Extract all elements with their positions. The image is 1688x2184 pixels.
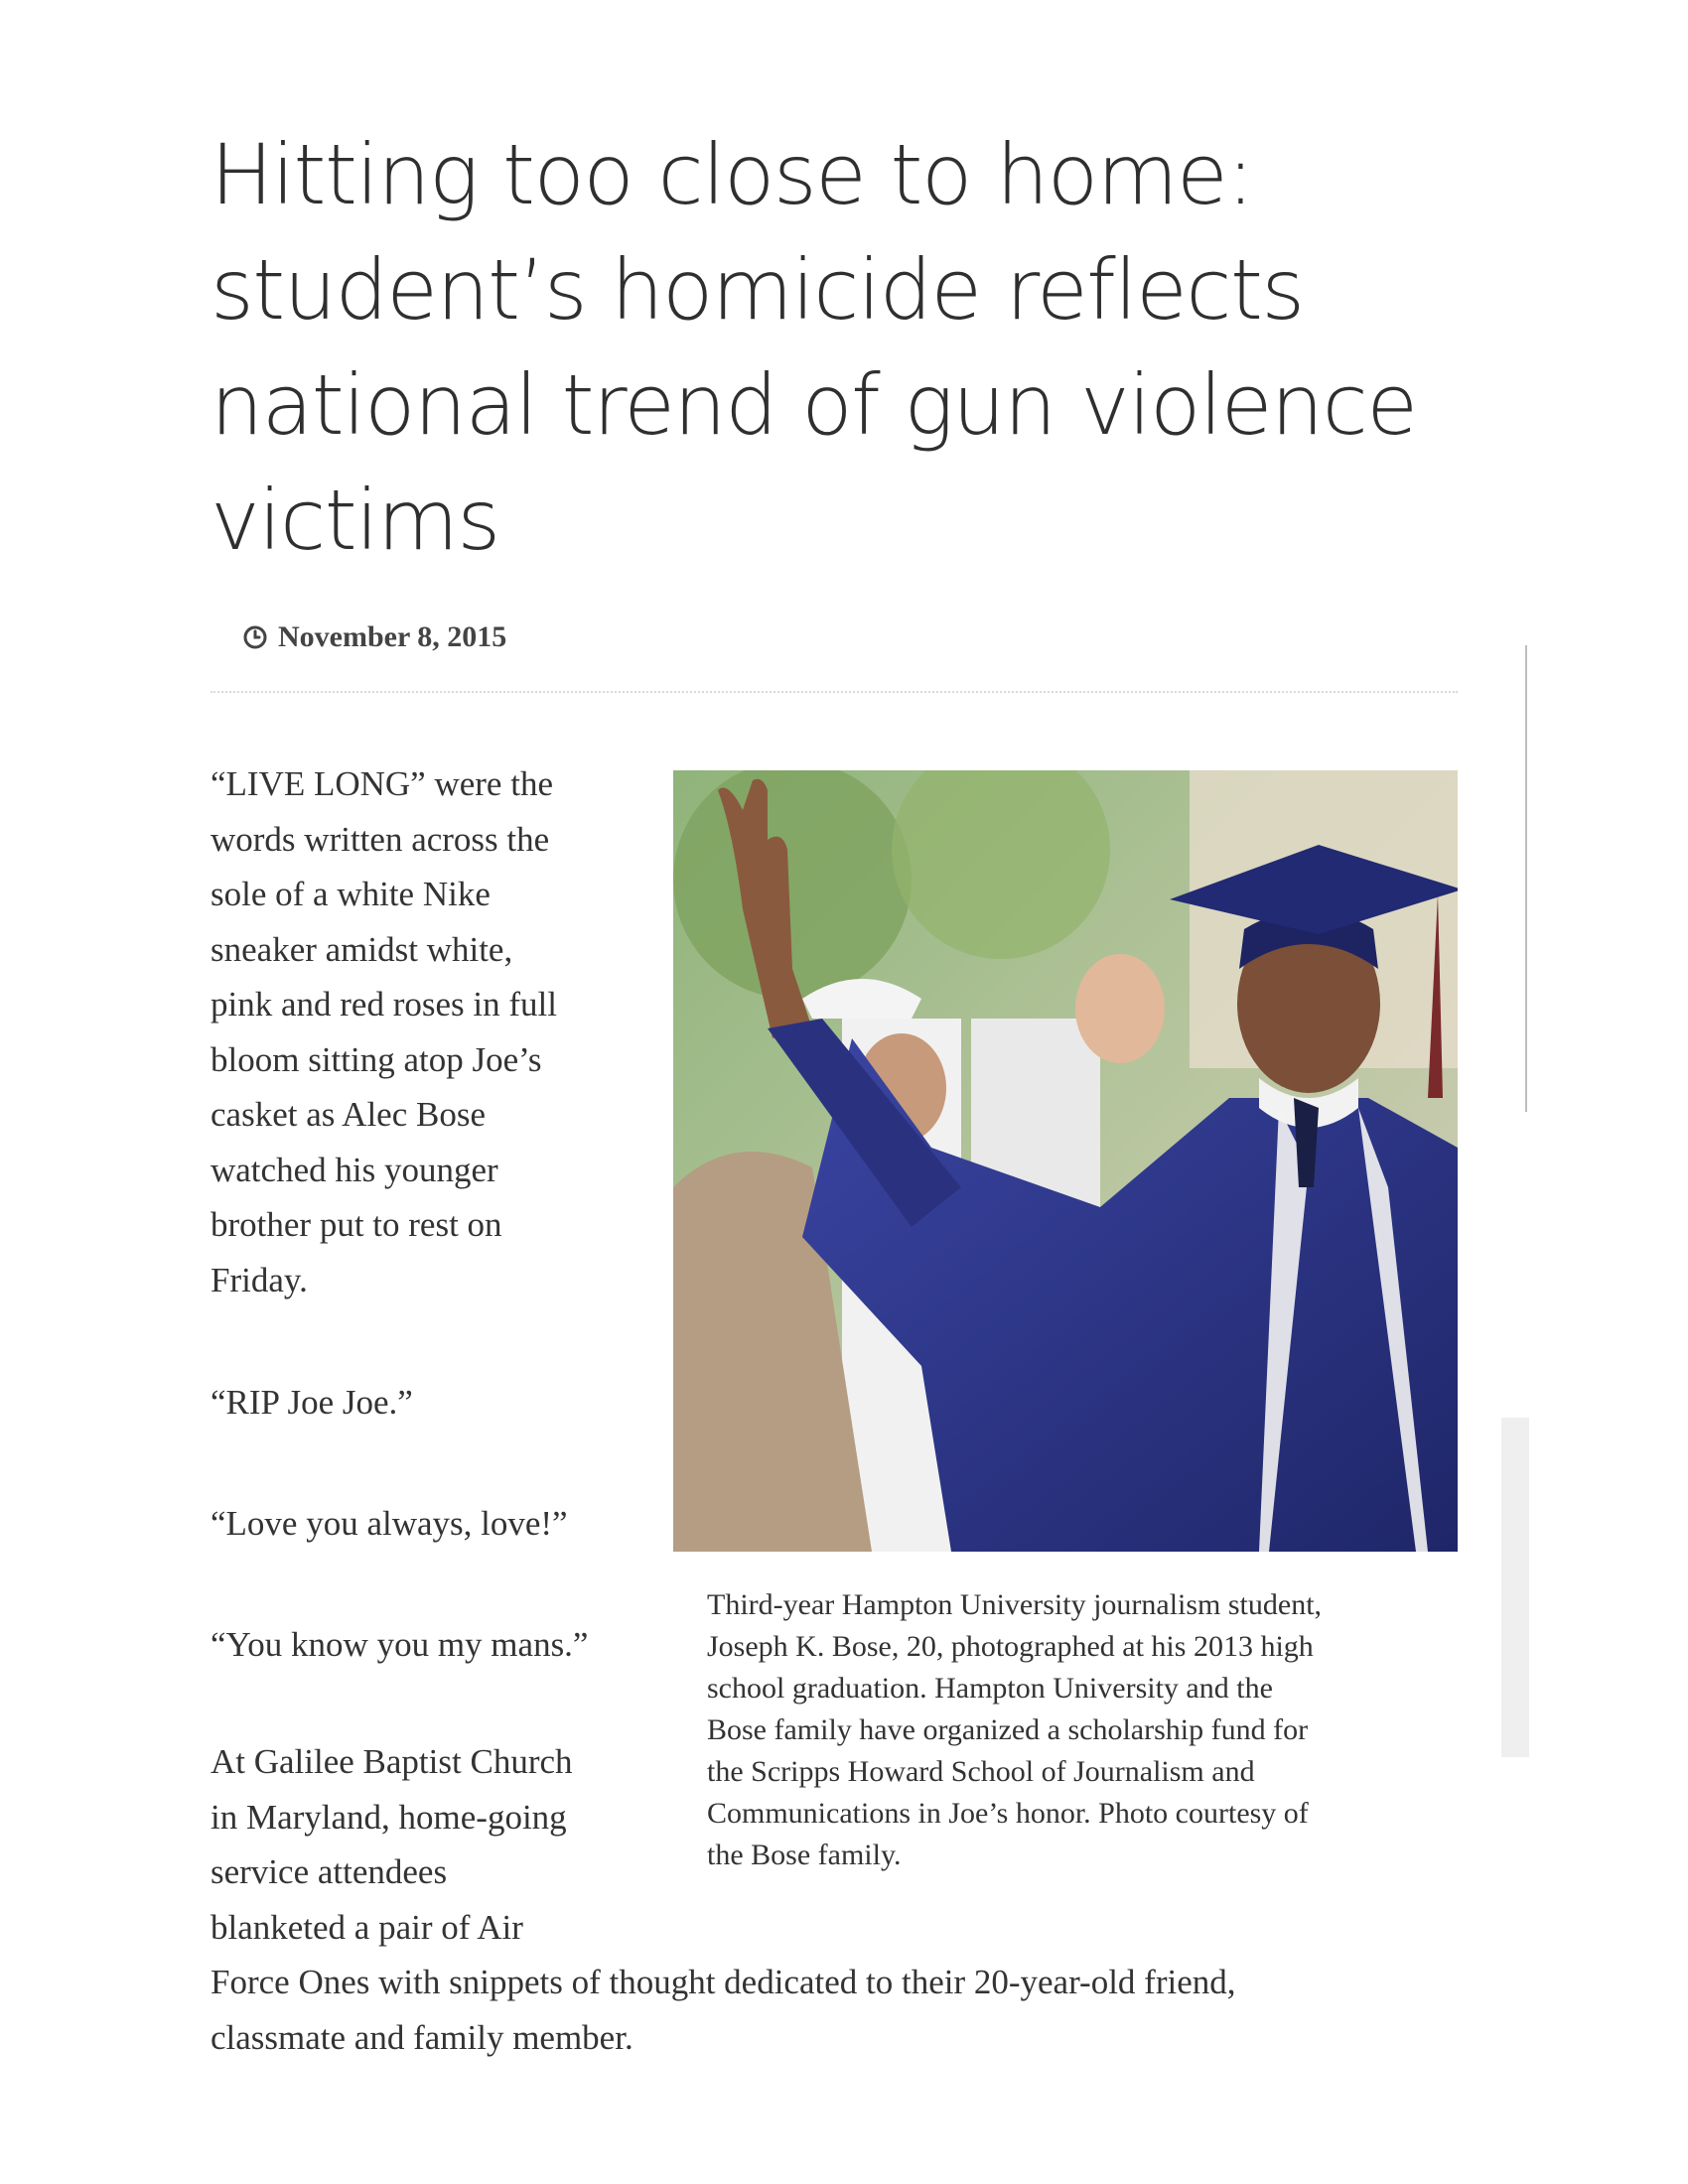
photo-caption	[707, 1584, 1462, 1876]
paragraph-line: casket as Alec Bose	[211, 1095, 486, 1134]
article-title	[211, 117, 1501, 578]
caption-line: school graduation. Hampton University and the	[707, 1672, 1273, 1705]
graduation-photo	[673, 770, 1458, 1552]
paragraph-intro	[211, 756, 557, 1307]
caption-line: the Scripps Howard School of Journalism and	[707, 1755, 1255, 1788]
paragraph-line: bloom sitting atop Joe’s	[211, 1039, 542, 1079]
title-line: Hitting too close to home:	[211, 126, 1254, 223]
caption-line: Bose family have organized a scholarship fund for	[707, 1713, 1309, 1746]
paragraph-line: sole of a white Nike	[211, 875, 491, 913]
paragraph-line: watched his younger	[211, 1150, 498, 1189]
paragraph-line: words written across the	[211, 819, 550, 859]
article-meta	[242, 617, 506, 657]
caption-line: Communications in Joe’s honor. Photo courtesy of	[707, 1797, 1309, 1830]
title-line: student’s homicide reflects	[211, 241, 1304, 339]
paragraph-line: in Maryland, home-going	[211, 1797, 567, 1837]
sidebar-edge	[1525, 645, 1527, 1112]
paragraph-quote: “RIP Joe Joe.”	[211, 1383, 413, 1422]
paragraph-line: sneaker amidst white,	[211, 929, 513, 969]
sidebar-panel	[1501, 1418, 1529, 1757]
meta-divider	[211, 691, 1458, 693]
paragraph-line: classmate and family member.	[211, 2017, 633, 2057]
paragraph-line: “LIVE LONG” were the	[211, 764, 553, 803]
paragraph-line: pink and red roses in full	[211, 985, 557, 1024]
caption-line: Third-year Hampton University journalism student,	[707, 1588, 1323, 1621]
paragraph-quote: “Love you always, love!”	[211, 1504, 568, 1543]
paragraph-line: blanketed a pair of Air	[211, 1907, 523, 1947]
caption-line: Joseph K. Bose, 20, photographed at his 2013 high	[707, 1630, 1314, 1663]
paragraph-quote: “You know you my mans.”	[211, 1625, 589, 1664]
title-line: national trend of gun violence	[211, 356, 1417, 454]
clock-icon	[242, 624, 268, 650]
paragraph-line: At Galilee Baptist Church	[211, 1742, 573, 1781]
paragraph-line: service attendees	[211, 1852, 448, 1891]
paragraph-line: Friday.	[211, 1260, 308, 1299]
publish-date: November 8, 2015	[278, 620, 507, 653]
paragraph-line: brother put to rest on	[211, 1205, 502, 1244]
title-line: victims	[211, 472, 499, 569]
paragraph-line: Force Ones with snippets of thought dedicated to their 20-year-old friend,	[211, 1963, 1236, 2001]
caption-line: the Bose family.	[707, 1839, 902, 1871]
